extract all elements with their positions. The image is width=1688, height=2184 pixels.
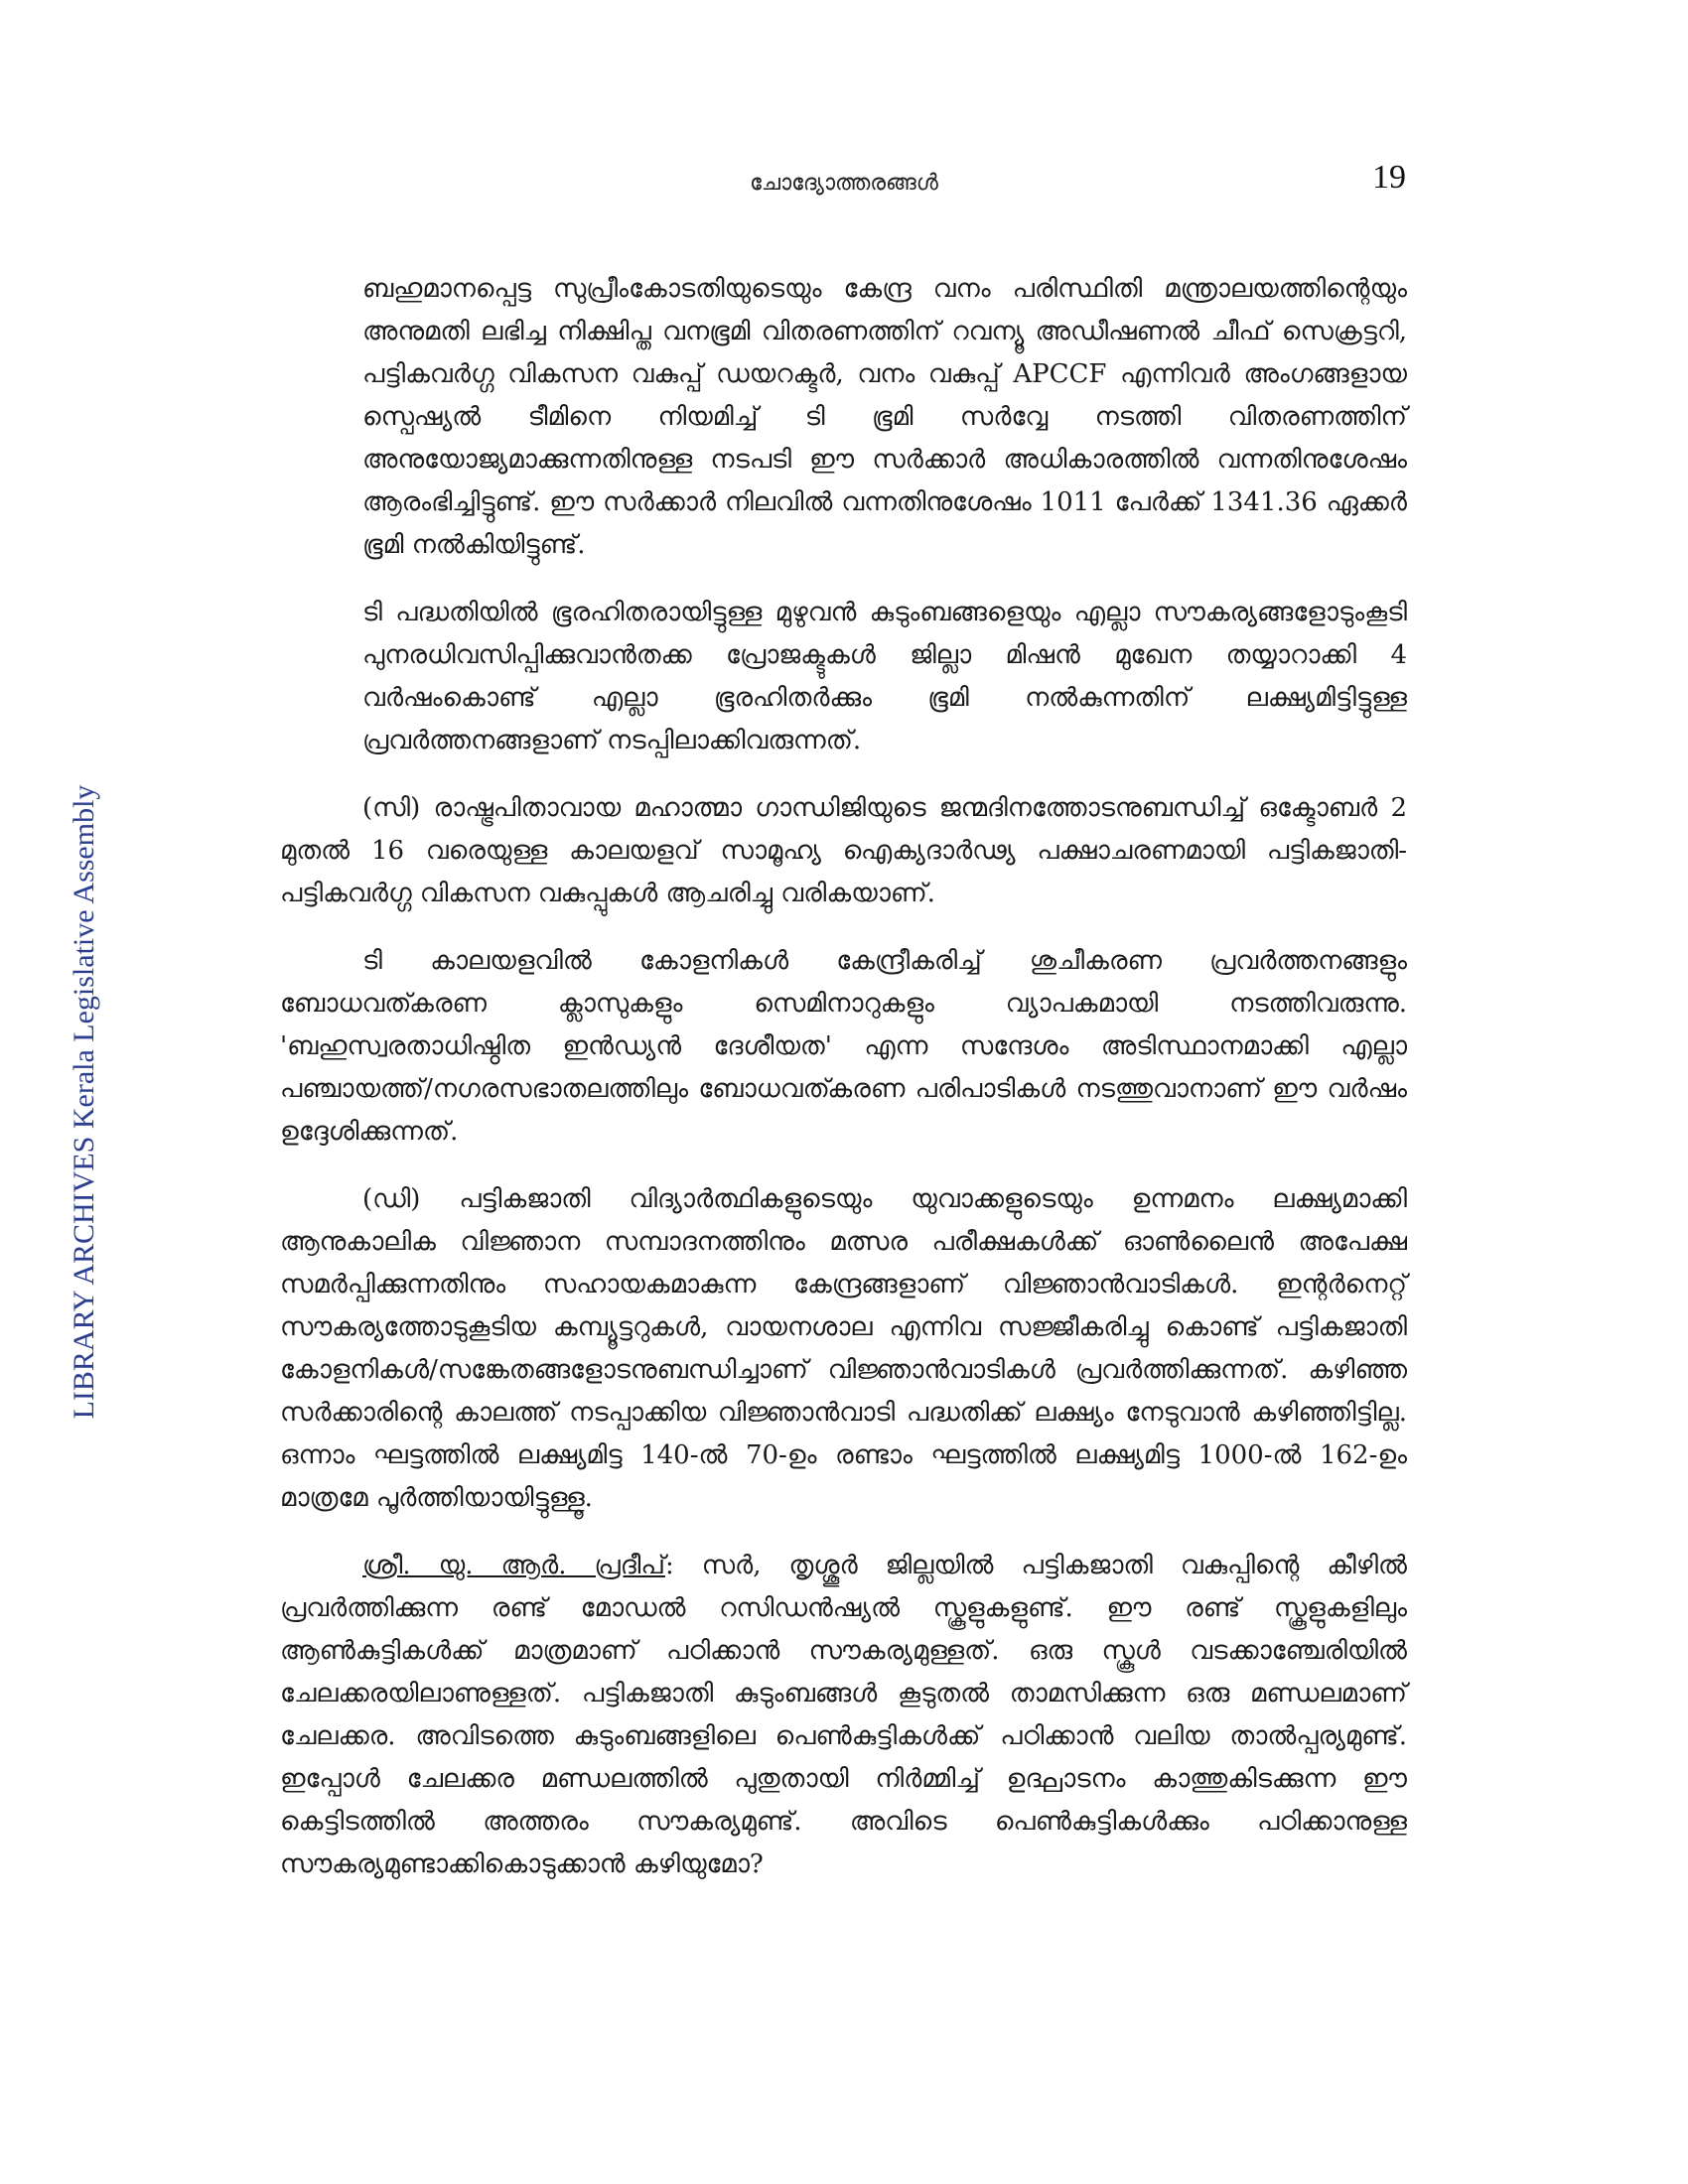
paragraph-forest-land: ബഹുമാനപ്പെട്ട സുപ്രീംകോടതിയുടെയും കേന്ദ്ര വനം പരിസ്ഥിതി മന്ത്രാലയത്തിന്റെയും അനുമതി ലഭിച്ച നിക്ഷിപ്ത വനഭൂമി വിതരണത്തിന് റവന്യൂ അഡീഷണൽ ചീഫ് സെക്രട്ടറി, പട്ടികവർഗ്ഗ വികസന വകുപ്പ് ഡയറക്ടർ, വനം വകുപ്പ് APCCF എന്നിവർ അംഗങ്ങളായ സ്പെഷ്യൽ ടീമിനെ നിയമിച്ച് ടി ഭൂമി സർവ്വേ നടത്തി വിതരണത്തിന് അനുയോജ്യമാക്കുന്നതിനുള്ള നടപടി ഈ സർക്കാർ അധികാരത്തിൽ വന്നതിനുശേഷം ആരംഭിച്ചിട്ടുണ്ട്. ഈ സർക്കാർ നിലവിൽ വന്നതിനുശേഷം 1011 പേർക്ക് 1341.36 ഏക്കർ ഭൂമി നൽകിയിട്ടുണ്ട്. — [362, 274, 1407, 560]
speaker-name: ശ്രീ. യു. ആർ. പ്രദീപ് — [362, 1551, 665, 1580]
running-title: ചോദ്യോത്തരങ്ങൾ — [750, 171, 938, 196]
archive-watermark: LIBRARY ARCHIVES Kerala Legislative Assembly — [68, 784, 100, 1420]
paragraph-awareness-programs: ടി കാലയളവിൽ കോളനികൾ കേന്ദ്രീകരിച്ച് ശുചീകരണ പ്രവർത്തനങ്ങളും ബോധവത്കരണ ക്ലാസുകളും സെമിനാറുകളും വ്യാപകമായി നടത്തിവരുന്നു. 'ബഹുസ്വരതാധിഷ്ഠിത ഇൻഡ്യൻ ദേശീയത' എന്ന സന്ദേശം അടിസ്ഥാനമാക്കി എല്ലാ പഞ്ചായത്ത്/നഗരസഭാതലത്തിലും ബോധവത്കരണ പരിപാടികൾ നടത്തുവാനാണ് ഈ വർഷം ഉദ്ദേശിക്കുന്നത്. — [280, 946, 1407, 1147]
paragraph-landless-rehabilitation: ടി പദ്ധതിയിൽ ഭൂരഹിതരായിട്ടുള്ള മുഴുവൻ കുടുംബങ്ങളെയും എല്ലാ സൗകര്യങ്ങളോടുംകൂടി പുനരധിവസിപ്പിക്കുവാൻതക്ക പ്രോജക്ടുകൾ ജില്ലാ മിഷൻ മുഖേന തയ്യാറാക്കി 4 വർഷംകൊണ്ട് എല്ലാ ഭൂരഹിതർക്കും ഭൂമി നൽകുന്നതിന് ലക്ഷ്യമിട്ടിട്ടുള്ള പ്രവർത്തനങ്ങളാണ് നടപ്പിലാക്കിവരുന്നത്. — [362, 598, 1407, 755]
body-text — [280, 268, 1407, 1911]
question-text: : സർ, തൃശ്ശൂർ ജില്ലയിൽ പട്ടികജാതി വകുപ്പിന്റെ കീഴിൽ പ്രവർത്തിക്കുന്ന രണ്ട് മോഡൽ റസിഡൻഷ്യൽ സ്കൂളുകളുണ്ട്. ഈ രണ്ട് സ്കൂളുകളിലും ആൺകുട്ടികൾക്ക് മാത്രമാണ് പഠിക്കാൻ സൗകര്യമുള്ളത്. ഒരു സ്കൂൾ വടക്കാഞ്ചേരിയിൽ ചേലക്കരയിലാണുള്ളത്. പട്ടികജാതി കുടുംബങ്ങൾ കൂടുതൽ താമസിക്കുന്ന ഒരു മണ്ഡലമാണ് ചേലക്കര. അവിടത്തെ കുടുംബങ്ങളിലെ പെൺകുട്ടികൾക്ക് പഠിക്കാൻ വലിയ താൽപ്പര്യമുണ്ട്. ഇപ്പോൾ ചേലക്കര മണ്ഡലത്തിൽ പുതുതായി നിർമ്മിച്ച് ഉദ്ഘാടനം കാത്തുകിടക്കുന്ന ഈ കെട്ടിടത്തിൽ അത്തരം സൗകര്യമുണ്ട്. അവിടെ പെൺകുട്ടികൾക്കും പഠിക്കാനുള്ള സൗകര്യമുണ്ടാക്കികൊടുക്കാൻ കഴിയുമോ? — [280, 1551, 1407, 1879]
paragraph-vijnanvadi: (ഡി) പട്ടികജാതി വിദ്യാർത്ഥികളുടെയും യുവാക്കളുടെയും ഉന്നമനം ലക്ഷ്യമാക്കി ആനുകാലിക വിജ്ഞാന സമ്പാദനത്തിനും മത്സര പരീക്ഷകൾക്ക് ഓൺലൈൻ അപേക്ഷ സമർപ്പിക്കുന്നതിനും സഹായകമാകുന്ന കേന്ദ്രങ്ങളാണ് വിജ്ഞാൻവാടികൾ. ഇന്റർനെറ്റ് സൗകര്യത്തോടുകൂടിയ കമ്പ്യൂട്ടറുകൾ, വായനശാല എന്നിവ സജ്ജീകരിച്ചു കൊണ്ട് പട്ടികജാതി കോളനികൾ/സങ്കേതങ്ങളോടനുബന്ധിച്ചാണ് വിജ്ഞാൻവാടികൾ പ്രവർത്തിക്കുന്നത്. കഴിഞ്ഞ സർക്കാരിന്റെ കാലത്ത് നടപ്പാക്കിയ വിജ്ഞാൻവാടി പദ്ധതിക്ക് ലക്ഷ്യം നേടുവാൻ കഴിഞ്ഞിട്ടില്ല. ഒന്നാം ഘട്ടത്തിൽ ലക്ഷ്യമിട്ട 140-ൽ 70-ഉം രണ്ടാം ഘട്ടത്തിൽ ലക്ഷ്യമിട്ട 1000-ൽ 162-ഉം മാത്രമേ പൂർത്തിയായിട്ടുള്ളൂ. — [280, 1184, 1407, 1513]
page-number: 19 — [1372, 159, 1406, 196]
question-paragraph — [280, 1545, 1407, 1886]
paragraph-solidarity-fortnight: (സി) രാഷ്ട്രപിതാവായ മഹാത്മാ ഗാന്ധിജിയുടെ ജന്മദിനത്തോടനുബന്ധിച്ച് ഒക്ടോബർ 2 മുതൽ 16 വരെയുള്ള കാലയളവ് സാമൂഹ്യ ഐക്യദാർഢ്യ പക്ഷാചരണമായി പട്ടികജാതി-പട്ടികവർഗ്ഗ വികസന വകുപ്പുകൾ ആചരിച്ചു വരികയാണ്. — [280, 793, 1407, 908]
